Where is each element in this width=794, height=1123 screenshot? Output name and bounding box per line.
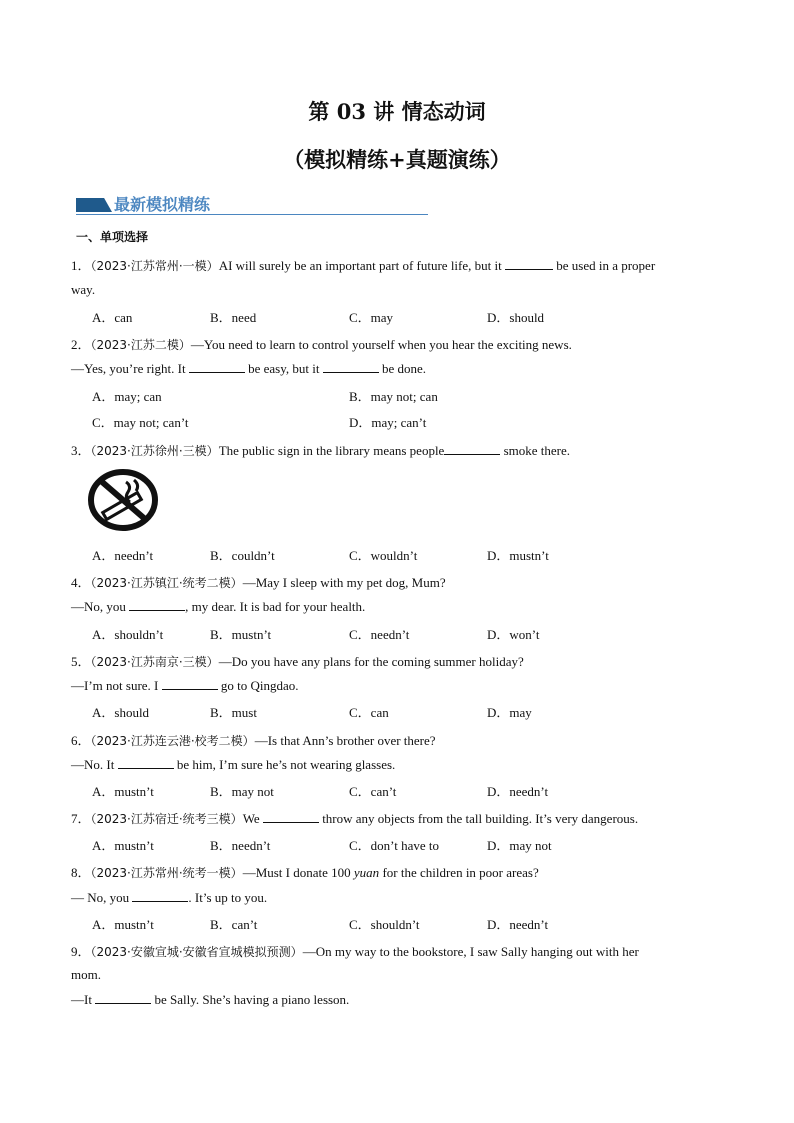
answer-blank[interactable] xyxy=(444,442,500,455)
question-source: （2023·江苏常州·一模） xyxy=(90,259,219,273)
question-stem: be easy, but it xyxy=(244,361,323,376)
option-d[interactable]: D．may; can’t xyxy=(349,415,427,430)
option-c[interactable]: C．can’t xyxy=(349,784,397,799)
question-stem: . It’s up to you. xyxy=(188,890,268,905)
question-source: （2023·江苏二模） xyxy=(90,338,191,352)
option-b[interactable]: B．needn’t xyxy=(210,838,271,853)
question-source: （2023·江苏常州·统考一模） xyxy=(90,866,243,880)
option-d[interactable]: D．may xyxy=(487,705,532,720)
answer-blank[interactable] xyxy=(323,360,379,373)
question-stem: be Sally. She’s having a piano lesson. xyxy=(151,992,350,1007)
question-1 xyxy=(71,255,655,274)
question-stem: —Yes, you’re right. It xyxy=(71,361,189,376)
option-a[interactable]: A．can xyxy=(92,310,133,325)
banner-block-icon xyxy=(76,198,112,212)
banner-label: 最新模拟精练 xyxy=(114,195,211,214)
answer-blank[interactable] xyxy=(263,810,319,823)
question-stem: —On my way to the bookstore, I saw Sally hanging out with her xyxy=(302,944,639,959)
question-number: 7． xyxy=(71,811,91,826)
question-9-continued: mom. xyxy=(71,967,101,982)
question-stem: — No, you xyxy=(71,890,133,905)
question-7 xyxy=(71,808,638,827)
question-number: 3． xyxy=(71,443,91,458)
question-8-continued xyxy=(71,889,267,906)
question-4 xyxy=(71,572,446,591)
question-source: （2023·江苏连云港·校考二模） xyxy=(90,734,255,748)
question-number: 5． xyxy=(71,654,91,669)
answer-blank[interactable] xyxy=(505,257,553,270)
option-a[interactable]: A．shouldn’t xyxy=(92,627,164,642)
question-8 xyxy=(71,862,539,881)
question-stem: The public sign in the library means people xyxy=(218,443,445,458)
question-stem: for the children in poor areas? xyxy=(379,865,539,880)
section-banner xyxy=(76,194,428,216)
option-a[interactable]: A．should xyxy=(92,705,150,720)
lesson-subtitle: （模拟精练+真题演练） xyxy=(283,147,511,172)
question-stem: , my dear. It is bad for your health. xyxy=(185,599,366,614)
question-stem: AI will surely be an important part of future life, but it xyxy=(218,258,505,273)
option-b[interactable]: B．may not xyxy=(210,784,274,799)
question-number: 1． xyxy=(71,258,91,273)
option-d[interactable]: D．needn’t xyxy=(487,917,549,932)
option-d[interactable]: D．may not xyxy=(487,838,552,853)
no-smoking-sign-icon xyxy=(86,468,160,532)
question-stem: —No, you xyxy=(71,599,130,614)
question-source: （2023·江苏镇江·统考二模） xyxy=(90,576,243,590)
option-a[interactable]: A．mustn’t xyxy=(92,838,154,853)
question-stem: —I’m not sure. I xyxy=(71,678,162,693)
option-b[interactable]: B．can’t xyxy=(210,917,258,932)
lesson-title: 第 03 讲 情态动词 xyxy=(308,99,486,124)
option-a[interactable]: A．may; can xyxy=(92,389,162,404)
question-stem: We xyxy=(242,811,263,826)
answer-blank[interactable] xyxy=(132,889,188,902)
option-b[interactable]: B．need xyxy=(210,310,257,325)
question-stem: —May I sleep with my pet dog, Mum? xyxy=(242,575,446,590)
question-stem: throw any objects from the tall building. It’s very dangerous. xyxy=(318,811,639,826)
option-a[interactable]: A．mustn’t xyxy=(92,917,154,932)
option-b[interactable]: B．may not; can xyxy=(349,389,438,404)
option-c[interactable]: C．don’t have to xyxy=(349,838,440,853)
option-c[interactable]: C．can xyxy=(349,705,389,720)
question-source: （2023·江苏徐州·三模） xyxy=(90,444,219,458)
option-b[interactable]: B．must xyxy=(210,705,257,720)
answer-blank[interactable] xyxy=(162,677,218,690)
option-d[interactable]: D．needn’t xyxy=(487,784,549,799)
question-2 xyxy=(71,334,572,353)
question-3 xyxy=(71,440,570,459)
answer-blank[interactable] xyxy=(118,756,174,769)
question-stem: —It xyxy=(71,992,96,1007)
question-stem-italic: yuan xyxy=(353,865,380,880)
question-number: 8． xyxy=(71,865,91,880)
question-6-continued xyxy=(71,756,395,773)
option-d[interactable]: D．mustn’t xyxy=(487,548,549,563)
answer-blank[interactable] xyxy=(189,360,245,373)
question-stem: go to Qingdao. xyxy=(217,678,299,693)
question-6 xyxy=(71,730,436,749)
question-source: （2023·江苏宿迁·统考三模） xyxy=(90,812,243,826)
option-b[interactable]: B．mustn’t xyxy=(210,627,272,642)
question-stem: —Is that Ann’s brother over there? xyxy=(254,733,436,748)
option-c[interactable]: C．shouldn’t xyxy=(349,917,420,932)
question-1-continued: way. xyxy=(71,282,96,297)
answer-blank[interactable] xyxy=(95,991,151,1004)
question-9 xyxy=(71,941,639,960)
question-source: （2023·安徽宣城·安徽省宣城模拟预测） xyxy=(90,945,303,959)
question-stem: be done. xyxy=(378,361,427,376)
question-stem: be him, I’m sure he’s not wearing glasses. xyxy=(173,757,396,772)
section-heading: 一、单项选择 xyxy=(76,230,149,244)
question-number: 6． xyxy=(71,733,91,748)
question-stem: —You need to learn to control yourself when you hear the exciting news. xyxy=(190,337,572,352)
answer-blank[interactable] xyxy=(129,598,185,611)
question-number: 2． xyxy=(71,337,91,352)
question-stem: —Do you have any plans for the coming summer holiday? xyxy=(218,654,524,669)
question-5 xyxy=(71,651,524,670)
question-source: （2023·江苏南京·三模） xyxy=(90,655,219,669)
option-c[interactable]: C．wouldn’t xyxy=(349,548,418,563)
option-c[interactable]: C．needn’t xyxy=(349,627,410,642)
option-d[interactable]: D．won’t xyxy=(487,627,540,642)
question-stem: smoke there. xyxy=(500,443,570,458)
option-b[interactable]: B．couldn’t xyxy=(210,548,275,563)
question-number: 4． xyxy=(71,575,91,590)
question-stem: be used in a proper xyxy=(552,258,656,273)
question-4-continued xyxy=(71,598,365,615)
question-stem: —No. It xyxy=(71,757,118,772)
option-a[interactable]: A．needn’t xyxy=(92,548,154,563)
option-a[interactable]: A．mustn’t xyxy=(92,784,154,799)
option-c[interactable]: C．may not; can’t xyxy=(92,415,189,430)
question-2-continued xyxy=(71,360,426,377)
question-stem: —Must I donate 100 xyxy=(242,865,354,880)
question-number: 9． xyxy=(71,944,91,959)
option-d[interactable]: D．should xyxy=(487,310,545,325)
question-9-reply xyxy=(71,991,349,1008)
banner-underline xyxy=(76,214,428,215)
question-5-continued xyxy=(71,677,299,694)
option-c[interactable]: C．may xyxy=(349,310,394,325)
